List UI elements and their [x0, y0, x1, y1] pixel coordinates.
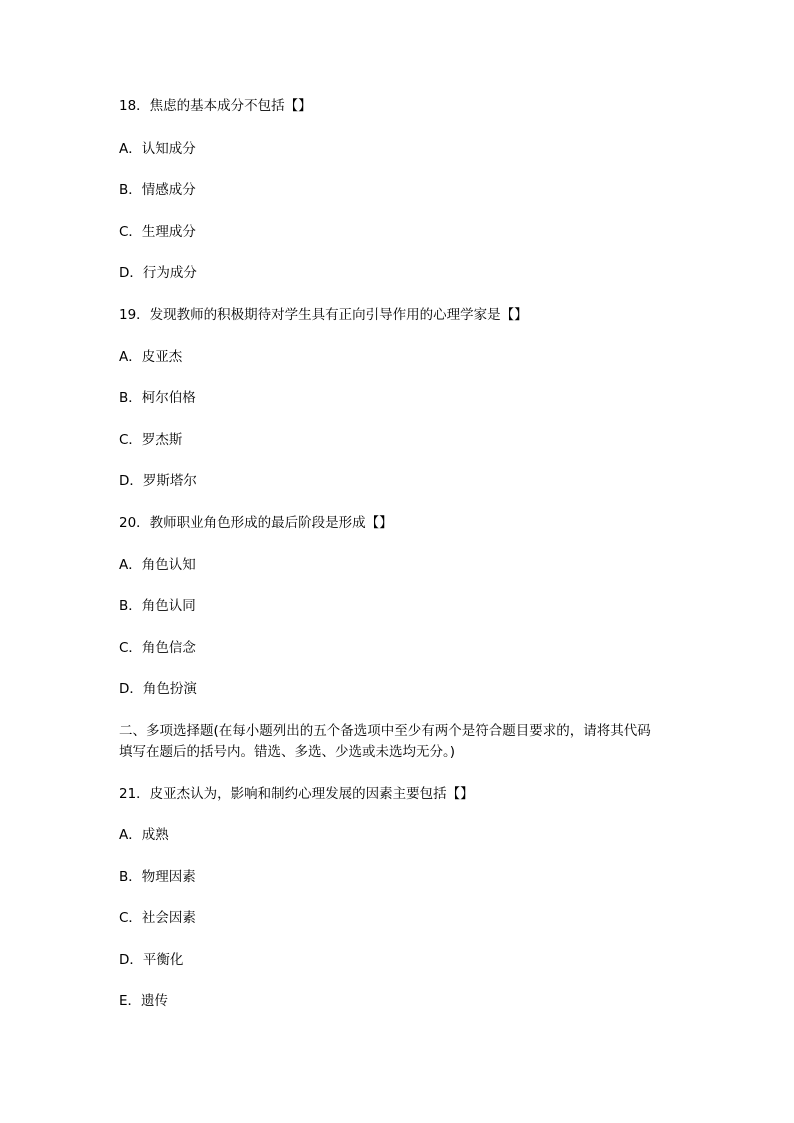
question-18-option-d: D．行为成分	[119, 265, 197, 281]
section-2-instructions: 填写在题后的括号内。错选、多选、少选或未选均无分。)	[119, 744, 456, 760]
question-19-option-d: D．罗斯塔尔	[119, 473, 197, 489]
question-18-stem: 18．焦虑的基本成分不包括【】	[119, 98, 312, 114]
section-2-heading: 二、多项选择题(在每小题列出的五个备选项中至少有两个是符合题目要求的，请将其代码	[119, 723, 651, 739]
question-18-option-a: A．认知成分	[119, 141, 196, 157]
question-21-option-c: C．社会因素	[119, 910, 196, 926]
question-20-option-a: A．角色认知	[119, 557, 196, 573]
question-19-option-b: B．柯尔伯格	[119, 390, 196, 406]
question-18-option-c: C．生理成分	[119, 224, 196, 240]
question-21-option-d: D．平衡化	[119, 952, 184, 968]
question-18-option-b: B．情感成分	[119, 182, 196, 198]
question-19-stem: 19．发现教师的积极期待对学生具有正向引导作用的心理学家是【】	[119, 307, 528, 323]
question-19-option-a: A．皮亚杰	[119, 349, 183, 365]
question-20-stem: 20．教师职业角色形成的最后阶段是形成【】	[119, 515, 393, 531]
question-21-option-b: B．物理因素	[119, 869, 196, 885]
question-21-stem: 21．皮亚杰认为，影响和制约心理发展的因素主要包括【】	[119, 786, 474, 802]
question-19-option-c: C．罗杰斯	[119, 432, 183, 448]
question-21-option-a: A．成熟	[119, 827, 169, 843]
question-20-option-d: D．角色扮演	[119, 681, 197, 697]
question-21-option-e: E．遗传	[119, 993, 169, 1009]
question-20-option-b: B．角色认同	[119, 598, 196, 614]
question-20-option-c: C．角色信念	[119, 640, 196, 656]
